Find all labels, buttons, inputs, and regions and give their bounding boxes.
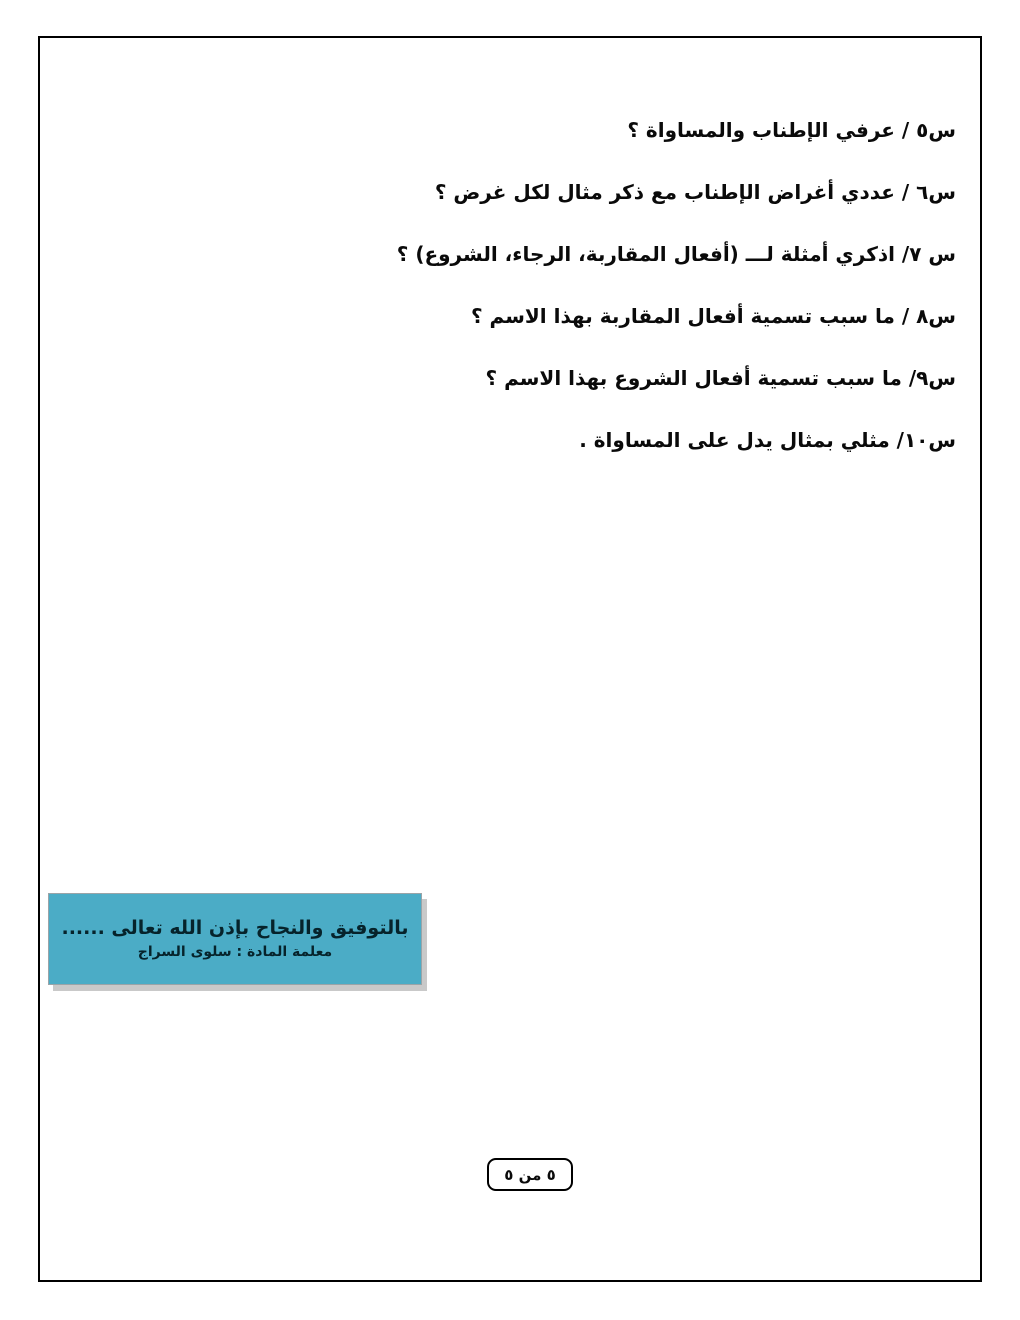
question-7: س ٧/ اذكري أمثلة لـــ (أفعال المقاربة، الرجاء، الشروع) ؟ (396, 242, 956, 266)
question-6: س٦ / عددي أغراض الإطناب مع ذكر مثال لكل غرض ؟ (434, 180, 956, 204)
closing-wishes-text: بالتوفيق والنجاح بإذن الله تعالى ...... (61, 917, 409, 939)
teacher-name-text: معلمة المادة : سلوى السراج (137, 944, 333, 960)
question-8: س٨ / ما سبب تسمية أفعال المقاربة بهذا الاسم ؟ (470, 304, 956, 328)
question-9: س٩/ ما سبب تسمية أفعال الشروع بهذا الاسم ؟ (485, 366, 956, 390)
closing-wishes-box (48, 893, 422, 985)
page-number-text: ٥ من ٥ (504, 1165, 556, 1184)
questions-list (70, 118, 956, 490)
question-5: س٥ / عرفي الإطناب والمساواة ؟ (627, 118, 956, 142)
question-10: س١٠/ مثلي بمثال يدل على المساواة . (579, 428, 956, 452)
page-number-box (487, 1158, 573, 1191)
